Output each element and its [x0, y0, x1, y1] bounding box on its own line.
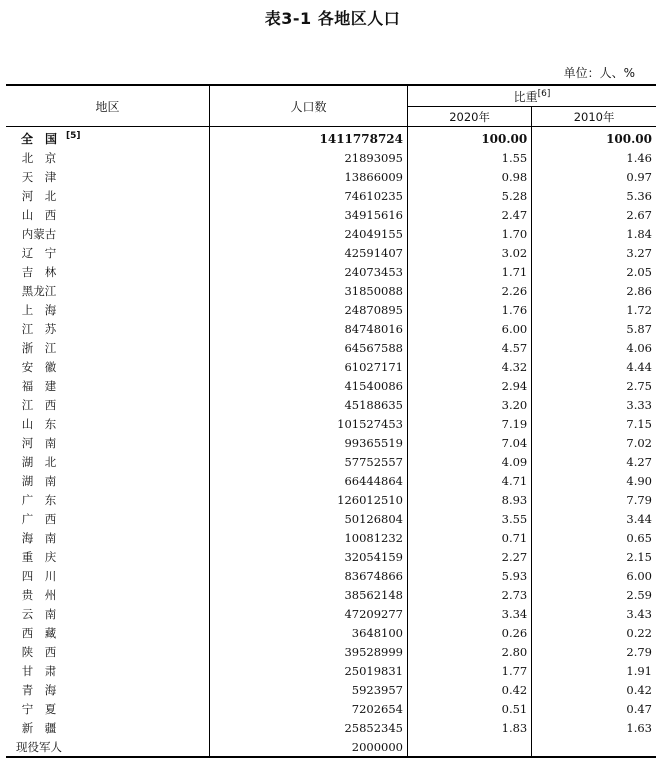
table-row [6, 585, 656, 604]
region-cell [6, 205, 210, 224]
region-cell [6, 737, 210, 757]
population-table [6, 84, 656, 758]
table-row [6, 566, 656, 585]
region-name: 湖 北 [21, 454, 57, 469]
population-cell: 5923957 [210, 680, 408, 699]
region-name: 江 西 [21, 397, 57, 412]
region-cell [6, 186, 210, 205]
ratio-2010-cell: 5.87 [626, 321, 652, 336]
ratio-2020-cell: 3.20 [408, 395, 532, 414]
ratio-2010-cell: 0.47 [626, 701, 652, 716]
total-region-cell [6, 127, 210, 149]
population-cell: 39528999 [210, 642, 408, 661]
ratio-2010-cell: 4.90 [626, 473, 652, 488]
region-cell [6, 547, 210, 566]
population-cell: 24073453 [210, 262, 408, 281]
population-cell: 3648100 [210, 623, 408, 642]
region-cell [6, 414, 210, 433]
ratio-2020-cell: 2.73 [408, 585, 532, 604]
population-cell: 41540086 [210, 376, 408, 395]
unit-label: 单位：人、% [563, 66, 635, 80]
region-cell [6, 224, 210, 243]
region-name: 山 西 [21, 207, 57, 222]
region-name: 甘 肃 [21, 663, 57, 678]
region-name: 重 庆 [21, 549, 57, 564]
total-region: 全 国 [20, 132, 57, 146]
ratio-2020-cell: 2.26 [408, 281, 532, 300]
header-ratio [408, 85, 657, 107]
table-row [6, 186, 656, 205]
population-cell: 66444864 [210, 471, 408, 490]
region-name: 青 海 [21, 682, 57, 697]
region-name: 陕 西 [21, 644, 57, 659]
table-row [6, 718, 656, 737]
population-cell: 24870895 [210, 300, 408, 319]
region-cell [6, 680, 210, 699]
table-row [6, 148, 656, 167]
region-name: 四 川 [21, 568, 57, 583]
table-row [6, 167, 656, 186]
header-ratio-note: [6] [537, 88, 551, 99]
region-name: 海 南 [21, 530, 57, 545]
region-cell [6, 642, 210, 661]
header-year-2020: 2020年 [408, 107, 532, 127]
ratio-2020-cell: 1.83 [408, 718, 532, 737]
region-name: 现役军人 [16, 739, 62, 754]
total-population: 1411778724 [210, 127, 408, 149]
region-name: 上 海 [21, 302, 57, 317]
region-cell [6, 148, 210, 167]
ratio-2010-cell: 2.59 [626, 587, 652, 602]
region-name: 湖 南 [21, 473, 57, 488]
region-name: 福 建 [21, 378, 57, 393]
population-cell: 64567588 [210, 338, 408, 357]
region-cell [6, 395, 210, 414]
ratio-2020-cell: 5.28 [408, 186, 532, 205]
ratio-2020-cell: 0.26 [408, 623, 532, 642]
ratio-2020-cell: 1.70 [408, 224, 532, 243]
region-cell [6, 604, 210, 623]
ratio-2020-cell: 1.77 [408, 661, 532, 680]
population-cell: 57752557 [210, 452, 408, 471]
population-cell: 45188635 [210, 395, 408, 414]
region-name: 黑龙江 [21, 283, 57, 298]
region-name: 江 苏 [21, 321, 57, 336]
ratio-2010-cell: 1.72 [626, 302, 652, 317]
ratio-2020-cell: 0.98 [408, 167, 532, 186]
table-row [6, 471, 656, 490]
population-cell: 25852345 [210, 718, 408, 737]
header-year-2010: 2010年 [532, 107, 656, 127]
ratio-2010-cell [532, 737, 656, 757]
ratio-2010-cell: 2.86 [626, 283, 652, 298]
table-row-total [6, 127, 656, 149]
population-cell: 32054159 [210, 547, 408, 566]
header-ratio-label: 比重 [513, 89, 538, 104]
region-name: 广 西 [21, 511, 57, 526]
ratio-2010-cell: 6.00 [626, 568, 652, 583]
table-row [6, 623, 656, 642]
region-name: 河 南 [21, 435, 57, 450]
population-cell: 25019831 [210, 661, 408, 680]
region-name: 天 津 [21, 169, 57, 184]
population-cell: 47209277 [210, 604, 408, 623]
population-cell: 42591407 [210, 243, 408, 262]
population-cell: 83674866 [210, 566, 408, 585]
ratio-2010-cell: 3.33 [626, 397, 652, 412]
table-row [6, 604, 656, 623]
ratio-2020-cell: 6.00 [408, 319, 532, 338]
ratio-2020-cell: 2.47 [408, 205, 532, 224]
ratio-2010-cell: 7.15 [626, 416, 652, 431]
region-name: 辽 宁 [21, 245, 57, 260]
ratio-2010-cell: 0.97 [626, 169, 652, 184]
ratio-2020-cell: 2.80 [408, 642, 532, 661]
total-ratio-2010: 100.00 [606, 131, 652, 146]
ratio-2020-cell: 0.71 [408, 528, 532, 547]
table-row [6, 243, 656, 262]
region-name: 北 京 [21, 150, 57, 165]
ratio-2010-cell: 4.44 [626, 359, 652, 374]
table-row [6, 414, 656, 433]
region-name: 山 东 [21, 416, 57, 431]
region-cell [6, 471, 210, 490]
region-name: 广 东 [21, 492, 57, 507]
region-cell [6, 319, 210, 338]
region-cell [6, 262, 210, 281]
header-population: 人口数 [210, 85, 408, 127]
region-cell [6, 661, 210, 680]
table-row [6, 338, 656, 357]
region-cell [6, 376, 210, 395]
ratio-2020-cell: 2.27 [408, 547, 532, 566]
table-row [6, 699, 656, 718]
region-cell [6, 300, 210, 319]
population-cell: 101527453 [210, 414, 408, 433]
ratio-2010-cell: 0.42 [626, 682, 652, 697]
population-cell: 13866009 [210, 167, 408, 186]
ratio-2010-cell: 1.63 [626, 720, 652, 735]
table-row [6, 205, 656, 224]
table-row [6, 395, 656, 414]
ratio-2010-cell: 3.44 [626, 511, 652, 526]
population-cell: 7202654 [210, 699, 408, 718]
ratio-2010-cell: 7.79 [626, 492, 652, 507]
region-cell [6, 167, 210, 186]
ratio-2020-cell: 3.34 [408, 604, 532, 623]
ratio-2020-cell: 1.76 [408, 300, 532, 319]
region-cell [6, 243, 210, 262]
table-row [6, 661, 656, 680]
ratio-2020-cell: 1.71 [408, 262, 532, 281]
population-cell: 2000000 [210, 737, 408, 757]
population-cell: 38562148 [210, 585, 408, 604]
total-ratio-2020: 100.00 [408, 127, 532, 149]
table-row [6, 737, 656, 757]
region-name: 贵 州 [21, 587, 57, 602]
region-cell [6, 699, 210, 718]
population-cell: 126012510 [210, 490, 408, 509]
region-cell [6, 281, 210, 300]
ratio-2010-cell: 7.02 [626, 435, 652, 450]
population-cell: 84748016 [210, 319, 408, 338]
ratio-2020-cell: 3.55 [408, 509, 532, 528]
ratio-2010-cell: 0.22 [626, 625, 652, 640]
ratio-2010-cell: 4.06 [626, 340, 652, 355]
population-cell: 61027171 [210, 357, 408, 376]
region-name: 新 疆 [21, 720, 57, 735]
ratio-2010-cell: 3.27 [626, 245, 652, 260]
table-row [6, 490, 656, 509]
ratio-2020-cell: 4.32 [408, 357, 532, 376]
population-cell: 50126804 [210, 509, 408, 528]
table-row [6, 319, 656, 338]
ratio-2010-cell: 2.67 [626, 207, 652, 222]
population-cell: 34915616 [210, 205, 408, 224]
ratio-2020-cell [408, 737, 532, 757]
region-cell [6, 718, 210, 737]
ratio-2020-cell: 4.57 [408, 338, 532, 357]
table-row [6, 528, 656, 547]
table-row [6, 357, 656, 376]
region-name: 安 徽 [21, 359, 57, 374]
ratio-2020-cell: 0.42 [408, 680, 532, 699]
population-cell: 10081232 [210, 528, 408, 547]
region-cell [6, 490, 210, 509]
ratio-2010-cell: 2.15 [626, 549, 652, 564]
table-row [6, 680, 656, 699]
region-cell [6, 433, 210, 452]
ratio-2010-cell: 0.65 [626, 530, 652, 545]
ratio-2010-cell: 2.75 [626, 378, 652, 393]
ratio-2010-cell: 1.46 [626, 150, 652, 165]
population-cell: 99365519 [210, 433, 408, 452]
region-cell [6, 357, 210, 376]
table-row [6, 642, 656, 661]
table-row [6, 262, 656, 281]
region-cell [6, 509, 210, 528]
table-row [6, 376, 656, 395]
ratio-2010-cell: 4.27 [626, 454, 652, 469]
region-name: 内蒙古 [21, 226, 57, 241]
ratio-2010-cell: 2.05 [626, 264, 652, 279]
ratio-2020-cell: 8.93 [408, 490, 532, 509]
ratio-2010-cell: 1.91 [626, 663, 652, 678]
ratio-2010-cell: 5.36 [626, 188, 652, 203]
ratio-2020-cell: 7.04 [408, 433, 532, 452]
header-region: 地区 [6, 85, 210, 127]
population-cell: 31850088 [210, 281, 408, 300]
population-cell: 24049155 [210, 224, 408, 243]
table-row [6, 281, 656, 300]
region-cell [6, 452, 210, 471]
region-cell [6, 338, 210, 357]
total-note: [5] [66, 131, 81, 141]
ratio-2020-cell: 0.51 [408, 699, 532, 718]
ratio-2010-cell: 2.79 [626, 644, 652, 659]
ratio-2010-cell: 3.43 [626, 606, 652, 621]
region-cell [6, 566, 210, 585]
table-row [6, 300, 656, 319]
region-name: 吉 林 [21, 264, 57, 279]
table-row [6, 433, 656, 452]
region-name: 西 藏 [21, 625, 57, 640]
region-name: 浙 江 [21, 340, 57, 355]
region-name: 宁 夏 [21, 701, 57, 716]
ratio-2020-cell: 3.02 [408, 243, 532, 262]
table-row [6, 509, 656, 528]
region-name: 云 南 [21, 606, 57, 621]
table-row [6, 547, 656, 566]
ratio-2020-cell: 4.09 [408, 452, 532, 471]
region-cell [6, 585, 210, 604]
ratio-2020-cell: 7.19 [408, 414, 532, 433]
ratio-2020-cell: 2.94 [408, 376, 532, 395]
ratio-2010-cell: 1.84 [626, 226, 652, 241]
page-title: 表3-1 各地区人口 [264, 9, 401, 28]
ratio-2020-cell: 1.55 [408, 148, 532, 167]
region-name: 河 北 [21, 188, 57, 203]
table-row [6, 452, 656, 471]
ratio-2020-cell: 5.93 [408, 566, 532, 585]
population-cell: 21893095 [210, 148, 408, 167]
region-cell [6, 528, 210, 547]
region-cell [6, 623, 210, 642]
table-row [6, 224, 656, 243]
table-body [6, 127, 656, 758]
ratio-2020-cell: 4.71 [408, 471, 532, 490]
population-cell: 74610235 [210, 186, 408, 205]
